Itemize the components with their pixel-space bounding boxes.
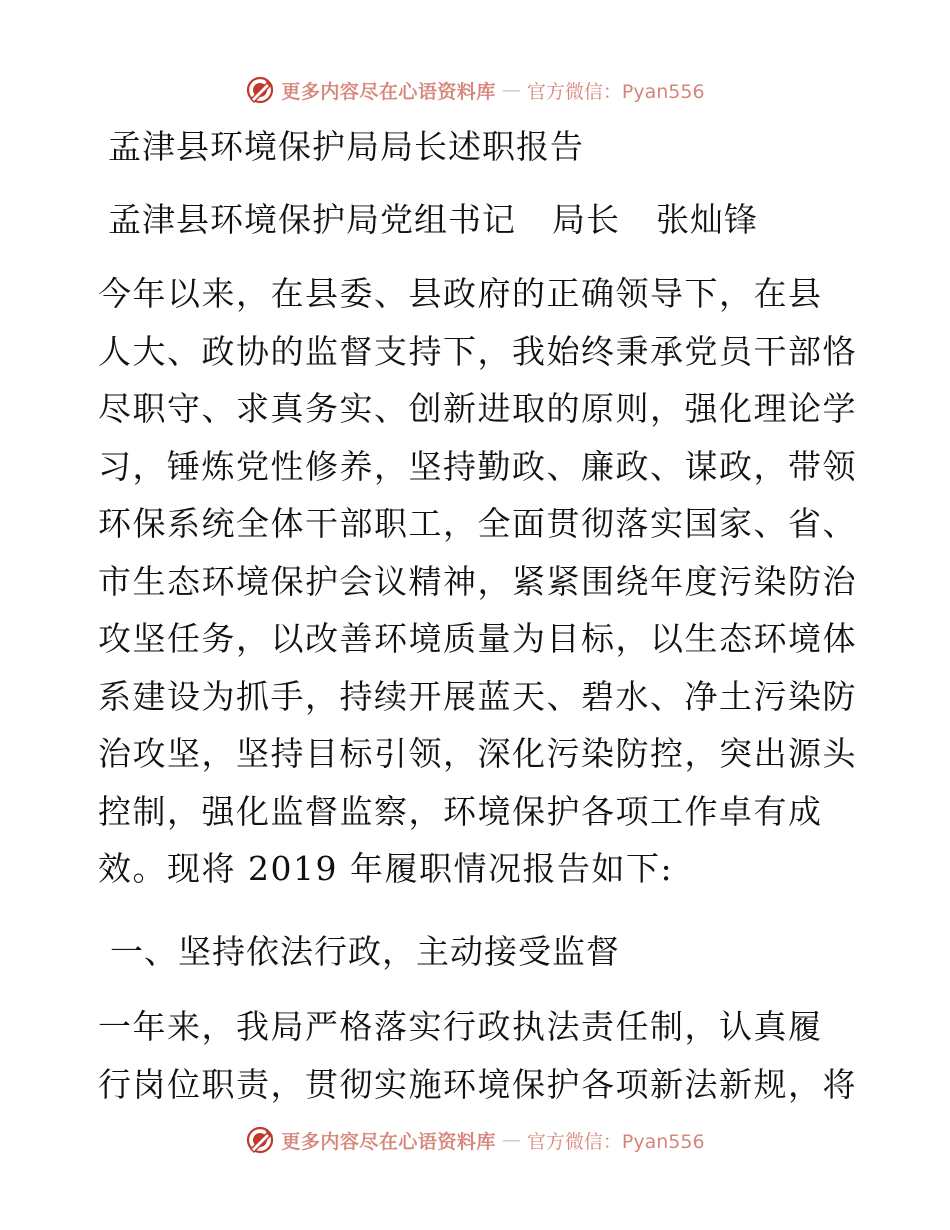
paragraph-line: 人大、政协的监督支持下，我始终秉承党员干部恪 [98,331,857,371]
footer-watermark [0,1120,950,1160]
author-position: 孟津县环境保护局党组书记 [108,200,516,239]
author-role: 局长 [552,200,620,239]
paragraph-line: 效。现将 2019 年履职情况报告如下: [98,849,674,888]
paragraph-line: 习，锤炼党性修养，坚持勤政、廉政、谋政，带领 [98,446,857,486]
watermark-separator: — [501,79,521,101]
paragraph-line: 治攻坚，坚持目标引领，深化污染防控，突出源头 [98,734,857,773]
paragraph-line: 市生态环境保护会议精神，紧紧围绕年度污染防治 [98,561,857,601]
paragraph-line: 系建设为抓手，持续开展蓝天、碧水、净土污染防 [98,676,857,716]
paragraph-line: 行岗位职责，贯彻实施环境保护各项新法新规，将 [98,1064,857,1104]
watermark-brand: 更多内容尽在心语资料库 [281,80,496,103]
paragraph-line: 尽职守、求真务实、创新进取的原则，强化理论学 [98,389,857,428]
paragraph-line: 一年来，我局严格落实行政执法责任制，认真履 [98,1007,823,1046]
document-title: 孟津县环境保护局局长述职报告 [108,127,584,166]
watermark-contact: 官方微信：Pyan556 [526,80,705,103]
paragraph-line: 控制，强化监督监察，环境保护各项工作卓有成 [98,791,823,831]
pen-nib-seal-icon [245,1125,275,1155]
paragraph-line: 环保系统全体干部职工，全面贯彻落实国家、省、 [98,504,857,543]
watermark-brand: 更多内容尽在心语资料库 [281,1130,496,1153]
paragraph-line: 今年以来，在县委、县政府的正确领导下，在县 [98,274,823,313]
author-line [108,200,758,240]
header-watermark [0,70,950,110]
watermark-contact: 官方微信：Pyan556 [526,1130,705,1153]
watermark-separator: — [501,1129,521,1151]
paragraph-intro [98,265,858,898]
paragraph-section-1 [98,998,858,1113]
paragraph-line: 攻坚任务，以改善环境质量为目标，以生态环境体 [98,619,857,658]
pen-nib-seal-icon [245,75,275,105]
author-name: 张灿锋 [656,200,758,239]
section-heading: 一、坚持依法行政，主动接受监督 [110,932,620,971]
